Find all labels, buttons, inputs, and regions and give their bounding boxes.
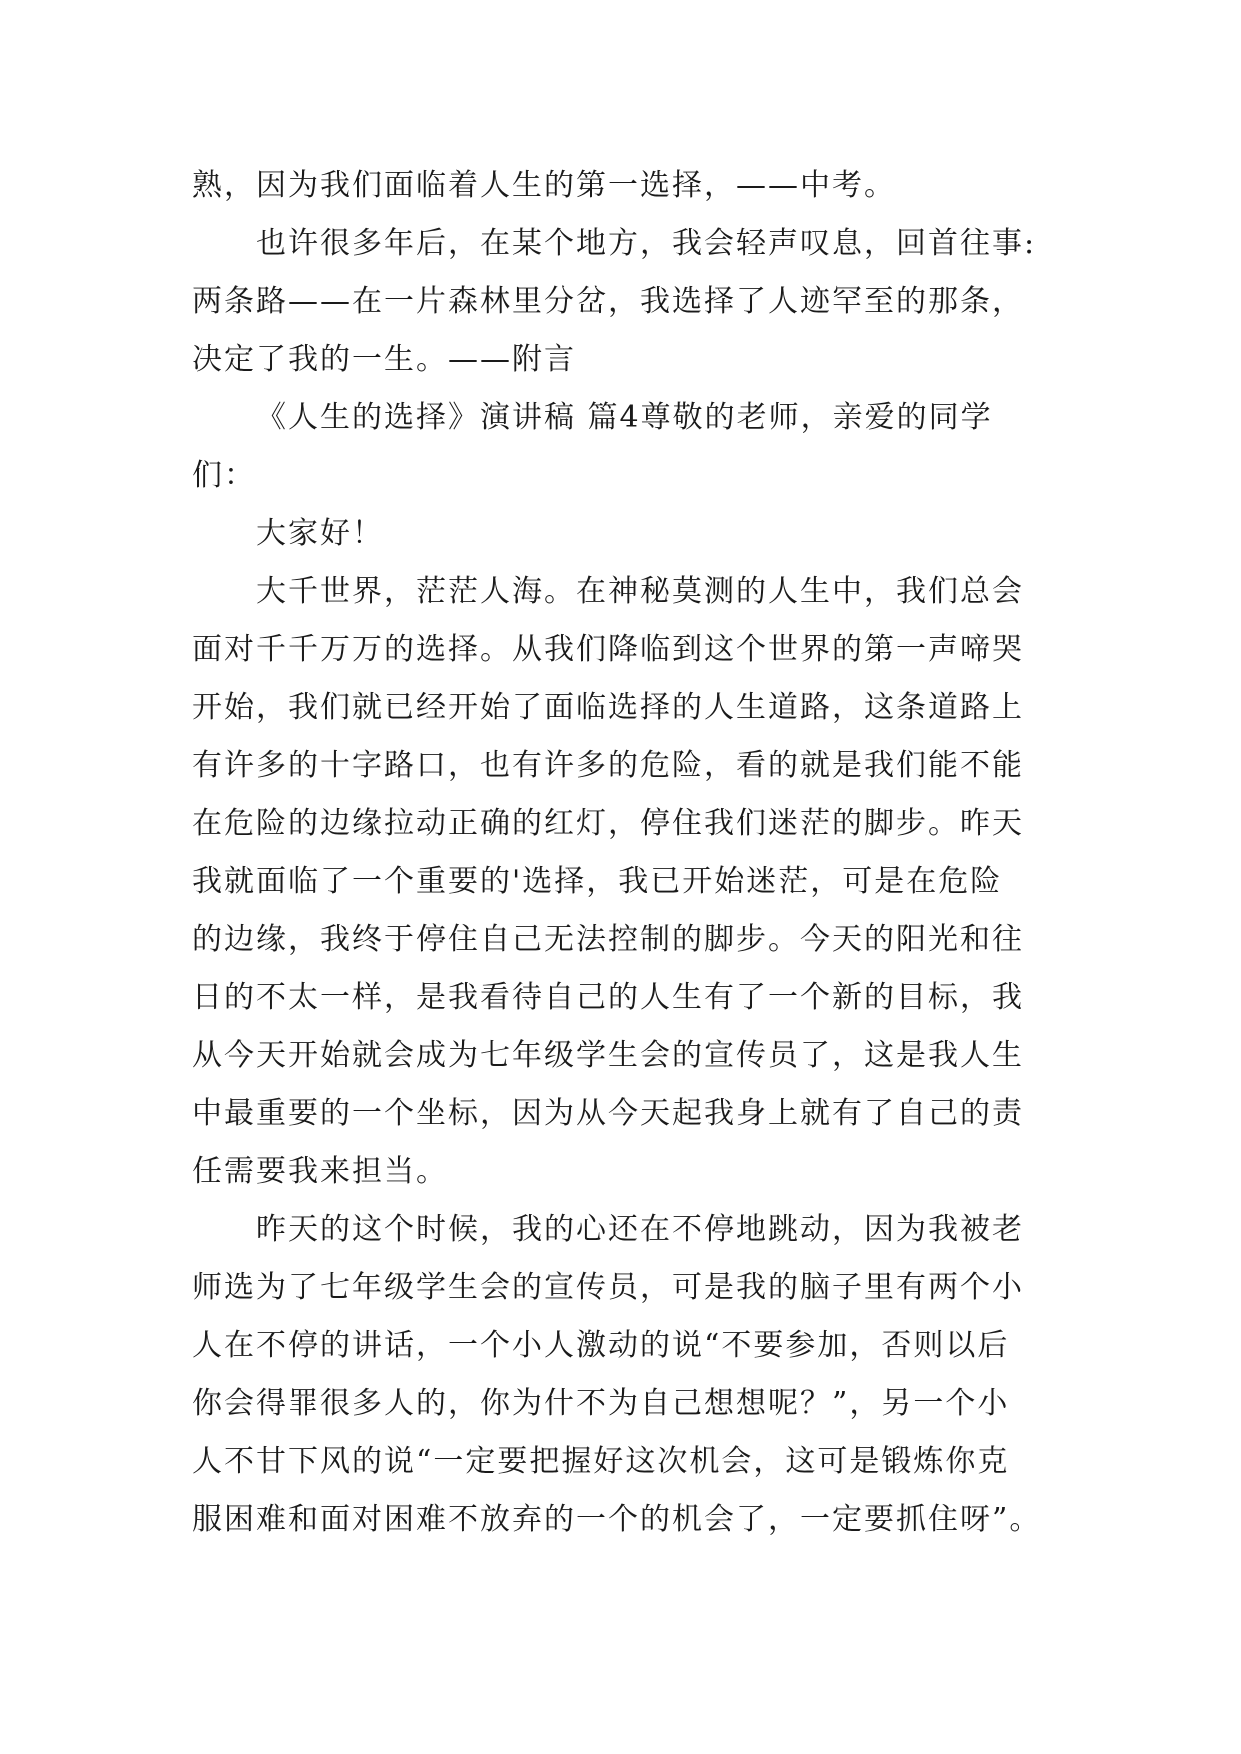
text-line: 在危险的边缘拉动正确的红灯，停住我们迷茫的脚步。昨天 [192, 806, 1024, 841]
text-line: 服困难和面对困难不放弃的一个的机会了，一定要抓住呀”。 [192, 1502, 1042, 1537]
text-line: 面对千千万万的选择。从我们降临到这个世界的第一声啼哭 [192, 632, 1024, 667]
text-line: 任需要我来担当。 [192, 1154, 448, 1189]
greeting-line: 大家好！ [256, 516, 384, 551]
text-line: 的边缘，我终于停住自己无法控制的脚步。今天的阳光和往 [192, 922, 1024, 957]
text-line: 人在不停的讲话，一个小人激动的说“不要参加，否则以后 [192, 1328, 1010, 1363]
text-line: 大千世界，茫茫人海。在神秘莫测的人生中，我们总会 [256, 574, 1024, 609]
text-line: 昨天的这个时候，我的心还在不停地跳动，因为我被老 [256, 1212, 1024, 1247]
text-line: 人不甘下风的说“一定要把握好这次机会，这可是锻炼你克 [192, 1444, 1010, 1479]
text-line: 日的不太一样，是我看待自己的人生有了一个新的目标，我 [192, 980, 1024, 1015]
text-line: 两条路——在一片森林里分岔，我选择了人迹罕至的那条， [192, 284, 1024, 319]
section-heading-line: 《人生的选择》演讲稿 篇4尊敬的老师，亲爱的同学 [256, 400, 993, 435]
document-body [192, 157, 1082, 1549]
text-line: 从今天开始就会成为七年级学生会的宣传员了，这是我人生 [192, 1038, 1024, 1073]
text-line: 开始，我们就已经开始了面临选择的人生道路，这条道路上 [192, 690, 1024, 725]
text-line: 你会得罪很多人的，你为什不为自己想想呢？”，另一个小 [192, 1386, 1010, 1421]
text-line: 熟，因为我们面临着人生的第一选择，——中考。 [192, 168, 896, 203]
text-line: 有许多的十字路口，也有许多的危险，看的就是我们能不能 [192, 748, 1024, 783]
text-line: 们： [192, 458, 256, 493]
text-line: 也许很多年后，在某个地方，我会轻声叹息，回首往事: [256, 226, 1037, 261]
text-line: 师选为了七年级学生会的宣传员，可是我的脑子里有两个小 [192, 1270, 1024, 1305]
text-line: 中最重要的一个坐标，因为从今天起我身上就有了自己的责 [192, 1096, 1024, 1131]
text-line: 决定了我的一生。——附言 [192, 342, 576, 377]
text-line: 我就面临了一个重要的'选择，我已开始迷茫，可是在危险 [192, 864, 1003, 899]
